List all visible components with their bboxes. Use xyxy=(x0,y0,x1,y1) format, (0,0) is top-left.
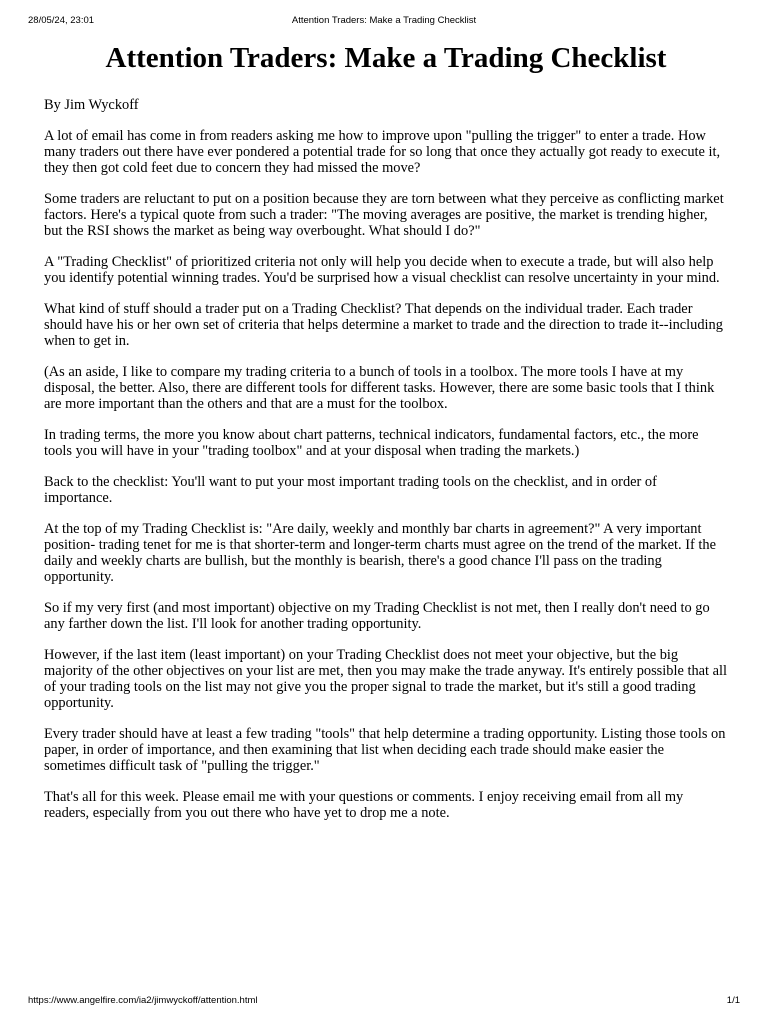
article-byline: By Jim Wyckoff xyxy=(44,97,139,113)
print-header xyxy=(28,14,740,28)
article-paragraph: Some traders are reluctant to put on a position because they are torn between what they perceive as conflicting market factors. Here's a typical quote from such a trader: "The moving averages are positive, the market is trending higher, but the RSI shows the market as being way overbought. What should I do?" xyxy=(44,191,724,239)
article-paragraph: So if my very first (and most important) objective on my Trading Checklist is not met, then I really don't need to go any farther down the list. I'll look for another trading opportunity. xyxy=(44,600,710,632)
article-paragraph: In trading terms, the more you know about chart patterns, technical indicators, fundamental factors, etc., the more tools you will have in your "trading toolbox" and at your disposal when trading the markets.) xyxy=(44,427,699,459)
article-paragraph: A lot of email has come in from readers asking me how to improve upon "pulling the trigger" to enter a trade. How many traders out there have ever pondered a potential trade for so long that once they actually got ready to execute it, they then got cold feet due to concern they had missed the move? xyxy=(44,128,721,176)
article xyxy=(44,40,728,836)
article-title: Attention Traders: Make a Trading Checklist xyxy=(105,42,667,74)
print-url: https://www.angelfire.com/ia2/jimwyckoff/attention.html xyxy=(28,995,258,1006)
article-paragraph: However, if the last item (least important) on your Trading Checklist does not meet your objective, but the big majority of the other objectives on your list are met, then you may make the trade anyway. It's entirely possible that all of your trading tools on the list may not give you the proper signal to trade the market, but it's still a good trading opportunity. xyxy=(44,647,728,711)
article-paragraph: That's all for this week. Please email me with your questions or comments. I enjoy receiving email from all my readers, especially from you out there who have yet to drop me a note. xyxy=(44,789,684,821)
article-paragraph: A "Trading Checklist" of prioritized criteria not only will help you decide when to execute a trade, but will also help you identify potential winning trades. You'd be surprised how a visual checklist can resolve uncertainty in your mind. xyxy=(44,254,720,286)
article-paragraph: Back to the checklist: You'll want to put your most important trading tools on the checklist, and in order of importance. xyxy=(44,474,657,506)
print-footer xyxy=(28,994,740,1008)
article-paragraph: At the top of my Trading Checklist is: "Are daily, weekly and monthly bar charts in agreement?" A very important position- trading tenet for me is that shorter-term and longer-term charts must agree on the trend of the market. If the daily and weekly charts are bullish, but the monthly is bearish, there's a good chance I'll pass on the trading opportunity. xyxy=(44,521,716,585)
article-paragraph: What kind of stuff should a trader put on a Trading Checklist? That depends on the individual trader. Each trader should have his or her own set of criteria that helps determine a market to trade and the direction to trade it--including when to get in. xyxy=(44,301,723,349)
print-date: 28/05/24, 23:01 xyxy=(28,15,95,26)
print-page-title: Attention Traders: Make a Trading Checklist xyxy=(291,15,477,26)
article-paragraph: Every trader should have at least a few trading "tools" that help determine a trading opportunity. Listing those tools on paper, in order of importance, and then examining that list when deciding each trade should make easier the sometimes difficult task of "pulling the trigger." xyxy=(44,726,726,774)
page-number: 1/1 xyxy=(726,995,740,1006)
article-paragraph: (As an aside, I like to compare my trading criteria to a bunch of tools in a toolbox. The more tools I have at my disposal, the better. Also, there are different tools for different tasks. However, there are some basic tools that I think are more important than the others and that are a must for the toolbox. xyxy=(44,364,715,412)
